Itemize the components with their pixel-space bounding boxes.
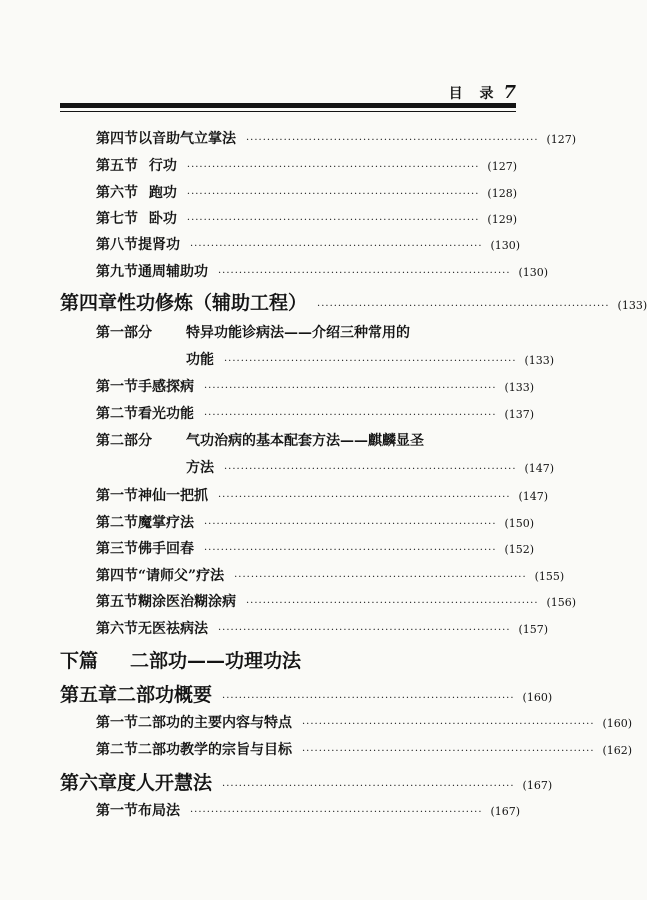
section-label: 第四节: [96, 131, 138, 147]
page-number: (127): [546, 133, 577, 146]
page-number: (157): [518, 623, 549, 636]
book-part-title: 二部功——功理功法: [130, 650, 302, 672]
section-title: 看光功能: [138, 406, 194, 422]
section-title: 手感探病: [138, 379, 194, 395]
page-number: (152): [504, 543, 535, 556]
toc-entry: [96, 712, 633, 732]
section-label: 第三节: [96, 541, 138, 557]
part-title-continued: 功能: [186, 352, 214, 368]
leader-dots: ······································································: [204, 383, 497, 394]
section-title: 无医祛病法: [138, 621, 208, 637]
leader-dots: ······································································: [186, 189, 480, 200]
section-title: 通周辅助功: [138, 264, 208, 280]
toc-entry: [96, 739, 633, 759]
section-label: 第一节: [96, 379, 138, 395]
chapter-title: 性功修炼（辅助工程）: [117, 292, 308, 314]
section-label: 第四节: [96, 568, 138, 584]
page-number: (147): [524, 462, 555, 475]
page-number: (127): [487, 160, 517, 173]
section-title: 跑功: [148, 185, 177, 201]
page-number: (128): [487, 187, 517, 200]
page-number: (155): [534, 570, 565, 583]
toc-entry: [96, 618, 549, 638]
section-label: 第二节: [96, 515, 138, 531]
leader-dots: ······································································: [302, 719, 595, 730]
page-number: (156): [546, 596, 577, 609]
header-page-number: 7: [503, 82, 516, 103]
toc-entry: [96, 376, 535, 396]
leader-dots: ······································································: [302, 746, 595, 757]
part-title: 特异功能诊病法——介绍三种常用的: [186, 325, 410, 341]
leader-dots: ······································································: [190, 241, 483, 252]
section-title: 糊涂医治糊涂病: [138, 594, 236, 610]
section-title: 行功: [148, 158, 177, 174]
page-number: (160): [522, 691, 553, 704]
section-label: 第五节: [96, 158, 138, 174]
section-title: 提肾功: [138, 237, 180, 253]
toc-entry: [96, 182, 517, 202]
section-title: 以音助气立掌法: [138, 131, 236, 147]
leader-dots: ······································································: [204, 410, 497, 421]
leader-dots: ······································································: [246, 598, 539, 609]
leader-dots: ······································································: [218, 492, 511, 503]
toc-entry: [96, 512, 535, 532]
toc-part-entry: [96, 322, 517, 342]
header-label: 目 录: [448, 86, 500, 102]
page-number: (133): [524, 354, 555, 367]
section-title: 布局法: [138, 803, 180, 819]
toc-chapter-entry: [60, 680, 553, 707]
section-label: 第一节: [96, 803, 138, 819]
section-label: 第二节: [96, 406, 138, 422]
header-rule-thick: [60, 103, 516, 108]
leader-dots: ······································································: [234, 572, 527, 583]
page-number: (130): [490, 239, 521, 252]
toc-entry: [96, 234, 521, 254]
toc-entry: [96, 565, 565, 585]
toc-continuation-entry: [186, 457, 555, 477]
section-title: 二部功的主要内容与特点: [138, 715, 292, 731]
toc-book-part-heading: [60, 646, 301, 673]
toc-entry: [96, 485, 549, 505]
header-rule-thin: [60, 111, 516, 112]
section-title: 佛手回春: [138, 541, 194, 557]
section-title: 二部功教学的宗旨与目标: [138, 742, 292, 758]
leader-dots: ······································································: [224, 464, 517, 475]
part-title-continued: 方法: [186, 460, 214, 476]
section-title: 神仙一把抓: [138, 488, 208, 504]
page-number: (147): [518, 490, 549, 503]
leader-dots: ······································································: [204, 545, 497, 556]
part-label: 第二部分: [96, 433, 152, 449]
toc-entry: [96, 591, 577, 611]
page-number: (130): [518, 266, 549, 279]
toc-chapter-entry: [60, 288, 647, 315]
toc-entry: [96, 261, 549, 281]
section-label: 第二节: [96, 742, 138, 758]
section-label: 第六节: [96, 621, 138, 637]
page-number: (150): [504, 517, 535, 530]
page-number: (167): [522, 779, 553, 792]
leader-dots: ······································································: [224, 356, 517, 367]
section-label: 第五节: [96, 594, 138, 610]
leader-dots: ······································································: [317, 301, 610, 312]
section-title: “请师父”疗法: [138, 568, 225, 584]
chapter-title: 度人开慧法: [117, 772, 213, 794]
section-label: 第一节: [96, 715, 138, 731]
page-number: (133): [504, 381, 535, 394]
leader-dots: ······································································: [218, 268, 511, 279]
leader-dots: ······································································: [246, 135, 539, 146]
toc-entry: [96, 155, 517, 175]
section-label: 第八节: [96, 237, 138, 253]
leader-dots: ······································································: [186, 215, 480, 226]
part-title: 气功治病的基本配套方法——麒麟显圣: [186, 433, 424, 449]
section-label: 第一节: [96, 488, 138, 504]
toc-entry: [96, 128, 577, 148]
section-label: 第九节: [96, 264, 138, 280]
toc-continuation-entry: [186, 349, 555, 369]
chapter-label: 第五章: [60, 684, 118, 706]
page-number: (137): [504, 408, 535, 421]
leader-dots: ······································································: [218, 625, 511, 636]
section-title: 卧功: [148, 211, 177, 227]
toc-entry: [96, 800, 521, 820]
chapter-title: 二部功概要: [117, 684, 213, 706]
toc-entry: [96, 538, 535, 558]
part-label: 第一部分: [96, 325, 152, 341]
section-label: 第六节: [96, 185, 138, 201]
leader-dots: ······································································: [204, 519, 497, 530]
toc-entry: [96, 208, 517, 228]
section-title: 魔掌疗法: [138, 515, 194, 531]
toc-chapter-entry: [60, 768, 553, 795]
book-part-label: 下篇: [60, 650, 99, 672]
page-number: (129): [487, 213, 517, 226]
chapter-label: 第四章: [60, 292, 118, 314]
leader-dots: ······································································: [222, 693, 515, 704]
toc-part-entry: [96, 430, 517, 450]
page-number: (160): [602, 717, 633, 730]
toc-entry: [96, 403, 535, 423]
page-number: (133): [617, 299, 647, 312]
section-label: 第七节: [96, 211, 138, 227]
page-number: (162): [602, 744, 633, 757]
leader-dots: ······································································: [190, 807, 483, 818]
page-number: (167): [490, 805, 521, 818]
leader-dots: ······································································: [186, 162, 480, 173]
running-header: [60, 82, 516, 103]
chapter-label: 第六章: [60, 772, 118, 794]
leader-dots: ······································································: [222, 781, 515, 792]
